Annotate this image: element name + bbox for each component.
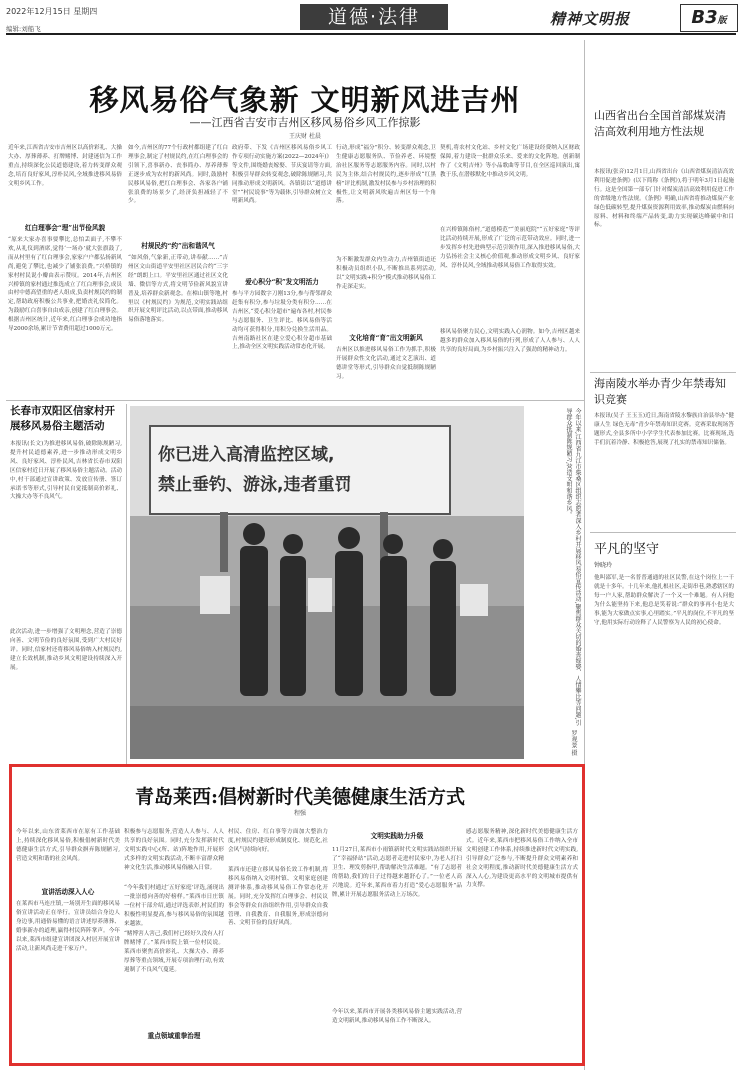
feature-col1-body: 在莱西市马连庄镇,一场别开生面的移风易俗宣讲活动正在举行。宣讲员结合身边人身边事,用通俗易懂的语言讲述厚养薄葬、婚事新办的道理,赢得村民阵阵掌声。今年以来,莱西市组建宣讲团深入村居开展宣讲活动,让新风尚走进千家万户。 [16,901,120,952]
lead-col2-body: 如今,吉州区的77个行政村都组建了红白理事会,制定了村规民约,在红白理事会的引领下,喜事新办、丧事简办、厚养薄葬正逐步成为农村的新风尚。同时,鼓励村民移风易俗,把红白理事会、各家各户铺张浪费的场景少了,经济负担减轻了不少。 [128,145,228,205]
right-article-1-title: 山西省出台全国首部煤炭清洁高效利用地方性法规 [594,109,726,138]
page-number [680,4,738,32]
lead-col5-body: 契机,将农村文化站、乡村文化广场建设经费纳入区财政保障,着力建设一批群众乐来、爱来的文化阵地。创新制作了《文明吉州》等小品歌曲等节目,在全区巡回演出,寓教于乐,在潜移默化中推动乡风文明。 [440,145,580,178]
left-mid-body: 本报讯(长文)为推进移风易俗,破除陈规陋习,提升村民道德素养,进一步推动形成文明乡风、良好家风、淳朴民风,吉林省长春市双阳区信家村近日开展了移风易俗主题活动。活动中,村干部通过宣讲政策、发放宣传册、签订承诺书等形式,引导村民自觉抵制高价彩礼、大操大办等不良风气。 [10,441,122,501]
lead-col3-body: 政府带、下发《吉州区移风易俗乡风工作专项行动实施方案(2022—2024年)》等文件,围绕婚丧嫁娶、节庆宴请等方面,积极引导群众转变观念,破除陈规陋习,共同推动形成文明新风。各镇街以“道德讲堂”“村民说事”等为载体,引导群众树立文明新风尚。 [232,145,332,205]
feature-col1-intro: 今年以来,山东省莱西市在原有工作基础上,持续深化移风易俗,积极倡树新时代美德健康生活方式,引导群众摒弃陈规陋习,营造文明和谐的社会风尚。 [16,829,120,862]
lead-col4-body: 行动,形成“福分”积分、转变群众观念,卫生健康志愿服务队、节俭养老、环境整治社区服务等志愿服务内容。同时,以村民为主体,结合村规民约,逐步形成“红黑榜”评比机制,激发村民参与乡村治理的积极性,让文明新风吹遍吉州区每一个角落。 [336,145,436,205]
lead-col5-body-c: 移风易俗聚力民心,文明实践入心润物。如今,吉州区越来越多的群众加入移风易俗的行列,形成了人人参与、人人共享的良好局面,为乡村振兴注入了强劲的精神动力。 [440,329,580,353]
feature-subhead-3: 文明实践助力升级 [370,832,424,840]
lead-subhead-1: 红白理事会“理”出节俭风貌 [24,224,106,232]
feature-subhead-1: 宣讲活动深入人心 [41,888,95,896]
page-number-main: B3 [691,7,718,28]
feature-col3-body-b: 莱西市还建立移风易俗长效工作机制,将移风易俗纳入文明村镇、文明家庭创建测评体系,推动移风易俗工作常态化开展。同时,充分发挥红白理事会、村民议事会等群众自治组织作用,引导群众自我管理、自我教育、自我服务,形成崇德向善、文明节俭的良好风尚。 [228,867,328,927]
feature-col2-body-b: “今年我们村通过‘五好家庭’评选,涌现出一批崇德向善的好榜样。”莱西市日庄镇一位村干部介绍,通过评选表彰,村民们的积极性明显提高,参与移风易俗的氛围越来越浓。 [124,885,224,927]
lead-bottom-rule [6,400,584,401]
photo-caption: 今年以来,江西省九江市柴桑区组织志愿者深入乡村开展移风易俗宣传活动,聚焦群众关切的婚丧嫁娶、人情攀比等问题,引导群众抵制陈规陋习,营造文明和谐乡风。 [565,408,581,726]
photo-credit: 罗观景 摄 [570,730,577,756]
right-article-3-title: 平凡的坚守 [594,542,660,557]
lead-col5-body-b: 在兴桥镇陈俗村,“道德模范”“美丽庭院”“五好家庭”等评比活动持续开展,形成了广泛的示范带动效应。同时,进一步发挥乡村先进典型示范引领作用,深入推进移风易俗,大力弘扬社会主义核心价值观,推动形成文明乡风、良好家风、淳朴民风,全域推动移风易俗工作取得实效。 [440,227,580,269]
news-photo [130,406,524,759]
feature-col4-body: 11月27日,莱西市小雨镇新时代文明实践站组织开展了“幸福驿站”活动,志愿者走进村民家中,为老人打扫卫生、理发剪指甲,帮助解决生活难题。“有了志愿者的帮助,我们的日子过得越来越舒心了。”一位老人高兴地说。近年来,莱西市着力打造“爱心志愿服务”品牌,累计开展志愿服务活动上万场次。 [332,847,462,898]
photo-sign-line-2: 禁止垂钓、游泳,违者重罚 [158,475,352,495]
paper-logo: 精神文明报 [550,10,631,28]
lead-subtitle: ——江西省吉安市吉州区移风易俗乡风工作掠影 [189,116,421,129]
lead-col1-intro: 近年来,江西省吉安市吉州区以高价彩礼、大操大办、厚葬薄养、打牌赌博、封建迷信为工作重点,持续深化公民道德建设,着力转变群众观念,培育良好家风,淳朴民风,全域推进移风易俗文明乡风工作。 [8,145,122,187]
feature-col3-body: 村民、住房、红白事等方面加大整治力度,村规民约建设形成制度化、规范化,社会风气持续向好。 [228,829,328,853]
lead-subhead-3: 爱心积分“积”发文明活力 [245,278,319,286]
page-number-suffix: 版 [717,16,727,26]
lead-byline: 王庆财 杜晨 [289,133,321,140]
photo-sign-line-1: 你已进入高清监控区域, [158,445,335,465]
feature-subhead-2: 重点领域重拳治理 [147,1032,201,1040]
lead-subhead-2: 村规民约“约”出和谐风气 [141,242,215,250]
left-mid-divider [126,404,127,764]
masthead-editor: 编辑:刘船飞 [6,25,41,33]
right-rule-1 [590,372,736,373]
right-article-2-title: 海南陵水举办青少年禁毒知识竞赛 [594,377,726,406]
lead-col4-body-c: 吉州区以推进移风易俗工作为抓手,积极开展群众性文化活动,通过文艺演出、道德讲堂等形式,引导群众自觉抵制陈规陋习。 [336,347,436,380]
feature-col2-body: 积极参与志愿服务,营造人人参与、人人共享的良好氛围。同时,充分发挥新时代文明实践中心(所、站)阵地作用,开展形式多样的文明实践活动,不断丰富群众精神文化生活,推动移风易俗融入日常。 [124,829,224,871]
right-article-2-body: 本报讯(吴子 王玉玉)近日,海南省陵水黎族自治县举办“健康人生 绿色无毒”青少年禁毒知识竞赛。竞赛采取现场答题形式,全县多所中小学学生代表参加比赛。比赛现场,选手们沉着冷静、积极抢答,展现了扎实的禁毒知识储备。 [594,413,734,446]
lead-subhead-4: 文化培育“育”出文明新风 [349,334,423,342]
lead-title: 移风易俗气象新 文明新风进吉州 [89,83,521,117]
section-label: 道德·法律 [300,4,448,30]
left-mid-body-2: 此次活动,进一步增强了文明理念,营造了崇德向善、文明节俭的良好氛围,受到广大村民好评。同时,信家村还将移风易俗纳入村规民约,建立长效机制,推动乡风文明建设持续深入开展。 [10,629,122,671]
feature-col2-body-c: “赌博害人害己,我们村已经好久没有人打牌赌博了。”莱西市院上镇一位村民说。莱西市聚焦高价彩礼、大操大办、薄养厚葬等重点领域,开展专项治理行动,有效遏制了不良风气蔓延。 [124,931,224,973]
lead-col2-body-b: “如风俗,气象新,正带动,讲奉献……”吉州区文山街道平安里社区居民合约“三字经”朗朗上口。平安里社区通过社区文化墙、微信等方式,将文明节俭新风貌宣讲普及,培养群众新观念。在樟山镇等地,村里以《村规民约》为规范,文明实践站组织开展文明评比活动,以点带面,推动移风易俗落地落实。 [128,255,228,324]
feature-byline: 程强 [293,810,306,817]
right-article-1-body: 本报讯(张音)12月1日,山西省出台《山西省煤炭清洁高效利用促进条例》(以下简称《条例》),将于明年3月1日起施行。这是全国第一部专门针对煤炭清洁高效利用促进工作的省级地方性法规。《条例》明确,山西省将推动煤炭产业绿色低碳转型,提升煤炭资源利用效率,推动煤炭由燃料向原料、材料和终端产品转变,助力实现碳达峰碳中和目标。 [594,169,734,229]
masthead-rule [6,33,736,35]
right-rule-2 [590,532,736,533]
lead-col1-body: “原来大家办喜事要攀比,总怕丢面子,不攀不欢,从礼仪到酒席,觉得‘一场办’就大张旗鼓了,而从村里有了红白理事会,家家户户都弘扬新风尚,避免了攀比,也减少了铺张浪费。”兴桥镇的家村村民说小瓣由表示赞叹。2014年,吉州区兴桥镇的家村通过推选成立了红白理事会,成员由村中德高望重的老人组成,负责村规民约的制定,帮助政府积极公共事业,把婚丧礼仪简化。为鼓励红白喜事自由成亲,创建了红白理事会。根据吉州区统计,近年来,红白理事会成功地指导2000余场,累计节省费用超过1000万元。 [8,237,122,333]
feature-title: 青岛莱西:倡树新时代美德健康生活方式 [134,786,465,808]
masthead-date: 2022年12月15日 星期四 [6,7,98,16]
feature-col4-body-b: 今年以来,莱西市开展各类移风易俗主题实践活动,营造文明新风,推动移风易俗工作不断深入。 [332,1009,462,1024]
right-article-3-body: 他叫邵军,是一名普普通通的社区民警,在这个岗位上一干就是十多年。十几年来,他扎根社区,走街串巷,熟悉辖区的每一户人家,帮助群众解决了一个又一个难题。有人问他为什么能坚持下来,他总是笑着说:“群众的事再小也是大事,能为大家做点实事,心里踏实。”平凡的岗位,不平凡的坚守,他用实际行动诠释了人民警察为人民的初心使命。 [594,575,734,626]
right-article-3-byline: 钟晓玲 [594,562,613,569]
feature-col5-body: 感志愿服务精神,深化新时代美德健康生活方式。近年来,莱西市把移风易俗工作纳入全市文明创建工作体系,持续推进新时代文明实践,引导群众广泛参与,不断提升群众文明素养和社会文明程度,推动新时代美德健康生活方式深入人心,为建设更高水平的文明城市提供有力支撑。 [466,829,578,889]
lead-col3-body-b: 参与平方园数字刀刚13分,参与帮邻群众赶集有积分,参与垃圾分类有积分……在吉州区,“爱心积分超市”遍布各村,村民参与志愿服务、卫生评比、移风易俗等活动均可获得积分,用积分兑换生活用品。吉州南路社区在建立爱心积分超市基础上,推动全区文明实践活动常态化开展。 [232,291,332,351]
left-mid-title: 长春市双阳区信家村开展移风易俗主题活动 [10,405,115,432]
lead-col4-body-b: 为不断激发群众内生动力,吉州镇街道还积极动员组织小队,不断推出系列活动,以“文明实践+积分”模式推动移风易俗工作走深走实。 [336,257,436,290]
